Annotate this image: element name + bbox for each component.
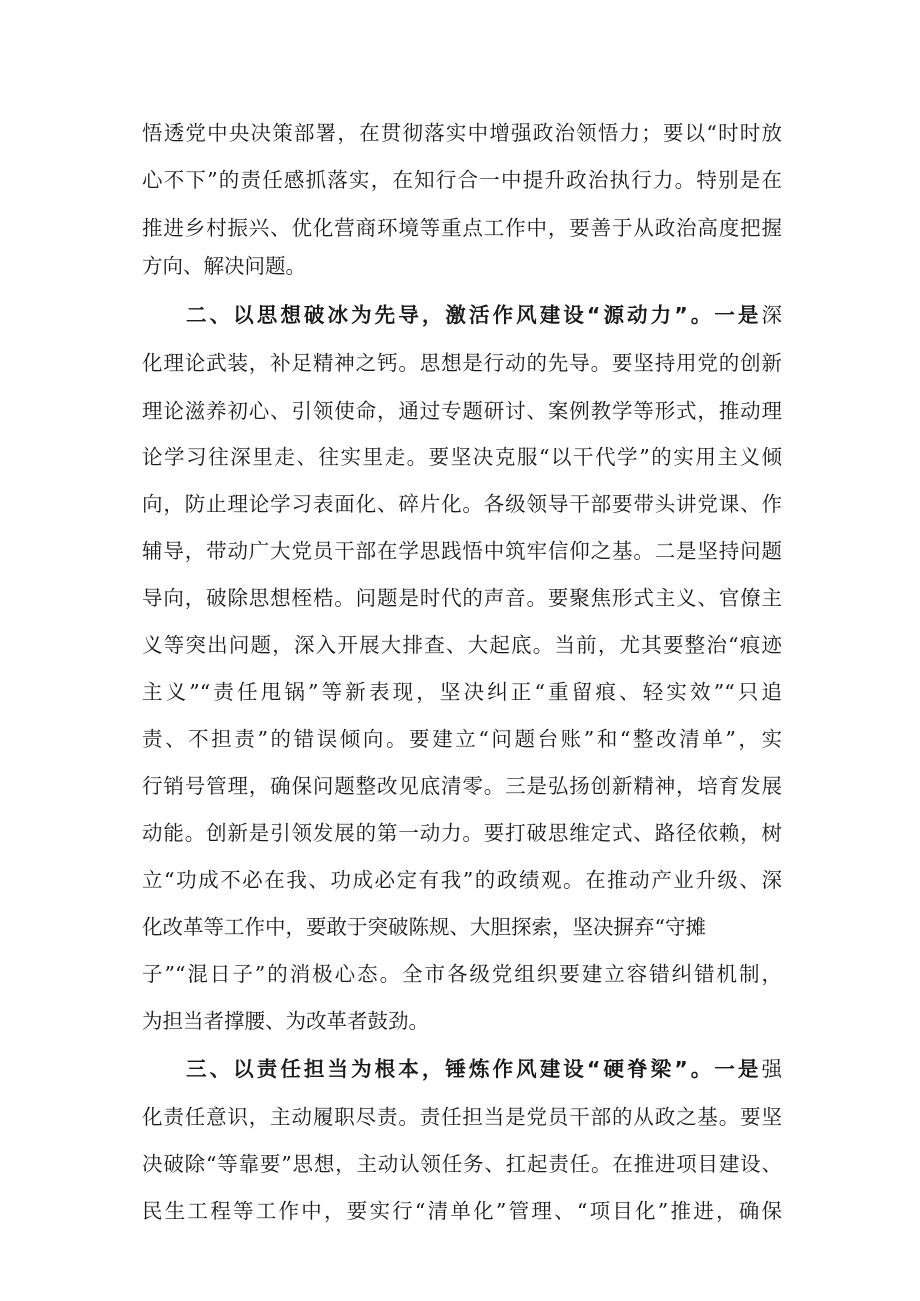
body-line: 义等突出问题，深入开展大排查、大起底。当前，尤其要整治“痕迹	[142, 633, 782, 657]
body-line: 动能。创新是引领发展的第一动力。要打破思维定式、路径依赖，树	[142, 821, 782, 845]
body-line: 向，防止理论学习表面化、碎片化。各级领导干部要带头讲党课、作	[142, 492, 782, 516]
body-line: 子”“混日子”的消极心态。全市各级党组织要建立容错纠错机制，	[142, 962, 782, 986]
body-line: 理论滋养初心、引领使命，通过专题研讨、案例教学等形式，推动理	[142, 399, 782, 423]
body-line: 心不下”的责任感抓落实，在知行合一中提升政治执行力。特别是在	[142, 168, 782, 192]
body-line: 责、不担责”的错误倾向。要建立“问题台账”和“整改清单”，实	[142, 727, 782, 751]
body-line: 行销号管理，确保问题整改见底清零。三是弘扬创新精神，培育发展	[142, 774, 782, 798]
body-line: 辅导，带动广大党员干部在学思践悟中筑牢信仰之基。二是坚持问题	[142, 539, 782, 563]
body-line: 主义”“责任甩锅”等新表现，坚决纠正“重留痕、轻实效”“只追	[142, 680, 782, 704]
body-line: 导向，破除思想桎梏。问题是时代的声音。要聚焦形式主义、官僚主	[142, 586, 782, 610]
body-line: 化改革等工作中，要敢于突破陈规、大胆探索，坚决摒弃“守摊	[142, 915, 706, 939]
heading-trailing-text: 强	[761, 1057, 782, 1081]
section-heading-3: 三、以责任担当为根本，锤炼作风建设“硬脊梁”。一是	[186, 1057, 762, 1081]
body-line: 民生工程等工作中，要实行“清单化”管理、“项目化”推进，确保	[142, 1199, 782, 1223]
body-line: 立“功成不必在我、功成必定有我”的政绩观。在推动产业升级、深	[142, 868, 782, 892]
body-line: 方向、解决问题。	[142, 254, 306, 278]
body-line: 化理论武装，补足精神之钙。思想是行动的先导。要坚持用党的创新	[142, 351, 782, 375]
body-line: 论学习往深里走、往实里走。要坚决克服“以干代学”的实用主义倾	[142, 445, 782, 469]
section-heading-2: 二、以思想破冰为先导，激活作风建设“源动力”。一是	[186, 303, 762, 327]
body-line: 悟透党中央决策部署，在贯彻落实中增强政治领悟力；要以“时时放	[142, 121, 782, 145]
body-line: 化责任意识，主动履职尽责。责任担当是党员干部的从政之基。要坚	[142, 1105, 782, 1129]
section-heading-3-line	[186, 1049, 782, 1089]
body-line: 为担当者撑腰、为改革者鼓劲。	[142, 1009, 429, 1033]
body-line: 推进乡村振兴、优化营商环境等重点工作中，要善于从政治高度把握	[142, 216, 782, 240]
body-line: 决破除“等靠要”思想，主动认领任务、扛起责任。在推进项目建设、	[142, 1152, 782, 1176]
heading-trailing-text: 深	[761, 303, 782, 327]
section-heading-2-line	[186, 295, 782, 335]
